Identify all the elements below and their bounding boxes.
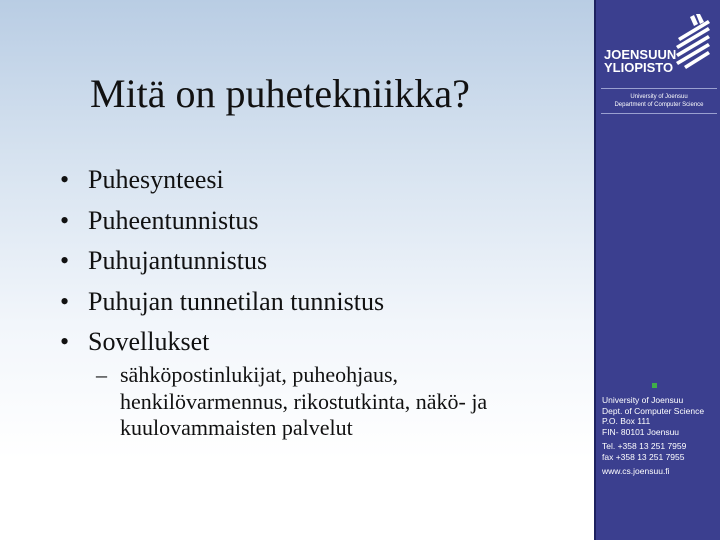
university-sidebar [594, 0, 720, 540]
logo-line-2: YLIOPISTO [604, 60, 674, 75]
bullet-item [60, 282, 384, 323]
contact-line: P.O. Box 111 [602, 416, 651, 426]
bullet-item [60, 322, 384, 363]
bullet-dot: • [60, 165, 70, 194]
bullet-item [60, 160, 384, 201]
contact-tel: Tel. +358 13 251 7959 [602, 441, 687, 451]
sub-bullet [96, 362, 536, 442]
bullet-text: Puheentunnistus [88, 205, 259, 235]
accent-square [652, 383, 657, 388]
bullet-text: Puhujan tunnetilan tunnistus [88, 286, 385, 316]
bullet-list [60, 160, 384, 363]
bullet-dot: • [60, 246, 70, 275]
bullet-text: Puhesynteesi [88, 165, 224, 194]
contact-web-link[interactable]: www.cs.joensuu.fi [602, 466, 670, 476]
contact-fax: fax +358 13 251 7955 [602, 451, 685, 462]
contact-line: FIN- 80101 Joensuu [602, 426, 680, 437]
bullet-text: Sovellukset [88, 327, 210, 356]
bullet-dot: • [60, 327, 70, 356]
university-logo-text [604, 48, 676, 74]
bullet-text: Puhujantunnistus [88, 246, 268, 275]
bullet-dot: • [60, 286, 70, 316]
university-logo-icon [674, 14, 712, 74]
bullet-item [60, 201, 384, 242]
contact-info [602, 395, 720, 477]
department-banner [601, 88, 717, 114]
dept-line-2: Department of Computer Science [614, 102, 704, 108]
dept-line-1: University of Joensuu [630, 94, 688, 100]
bullet-dot: • [60, 205, 70, 235]
sub-bullet-dash: – [96, 362, 107, 387]
sub-bullet-text: sähköpostinlukijat, puheohjaus, henkilövarmennus, rikostutkinta, näkö- ja kuulovammaisten palvelut [120, 362, 488, 440]
slide-title: Mitä on puhetekniikka? [90, 71, 470, 116]
contact-line: University of Joensuu [602, 395, 684, 405]
logo-line-1: JOENSUUN [604, 47, 677, 62]
bullet-item [60, 241, 384, 282]
contact-line: Dept. of Computer Science [602, 405, 705, 416]
